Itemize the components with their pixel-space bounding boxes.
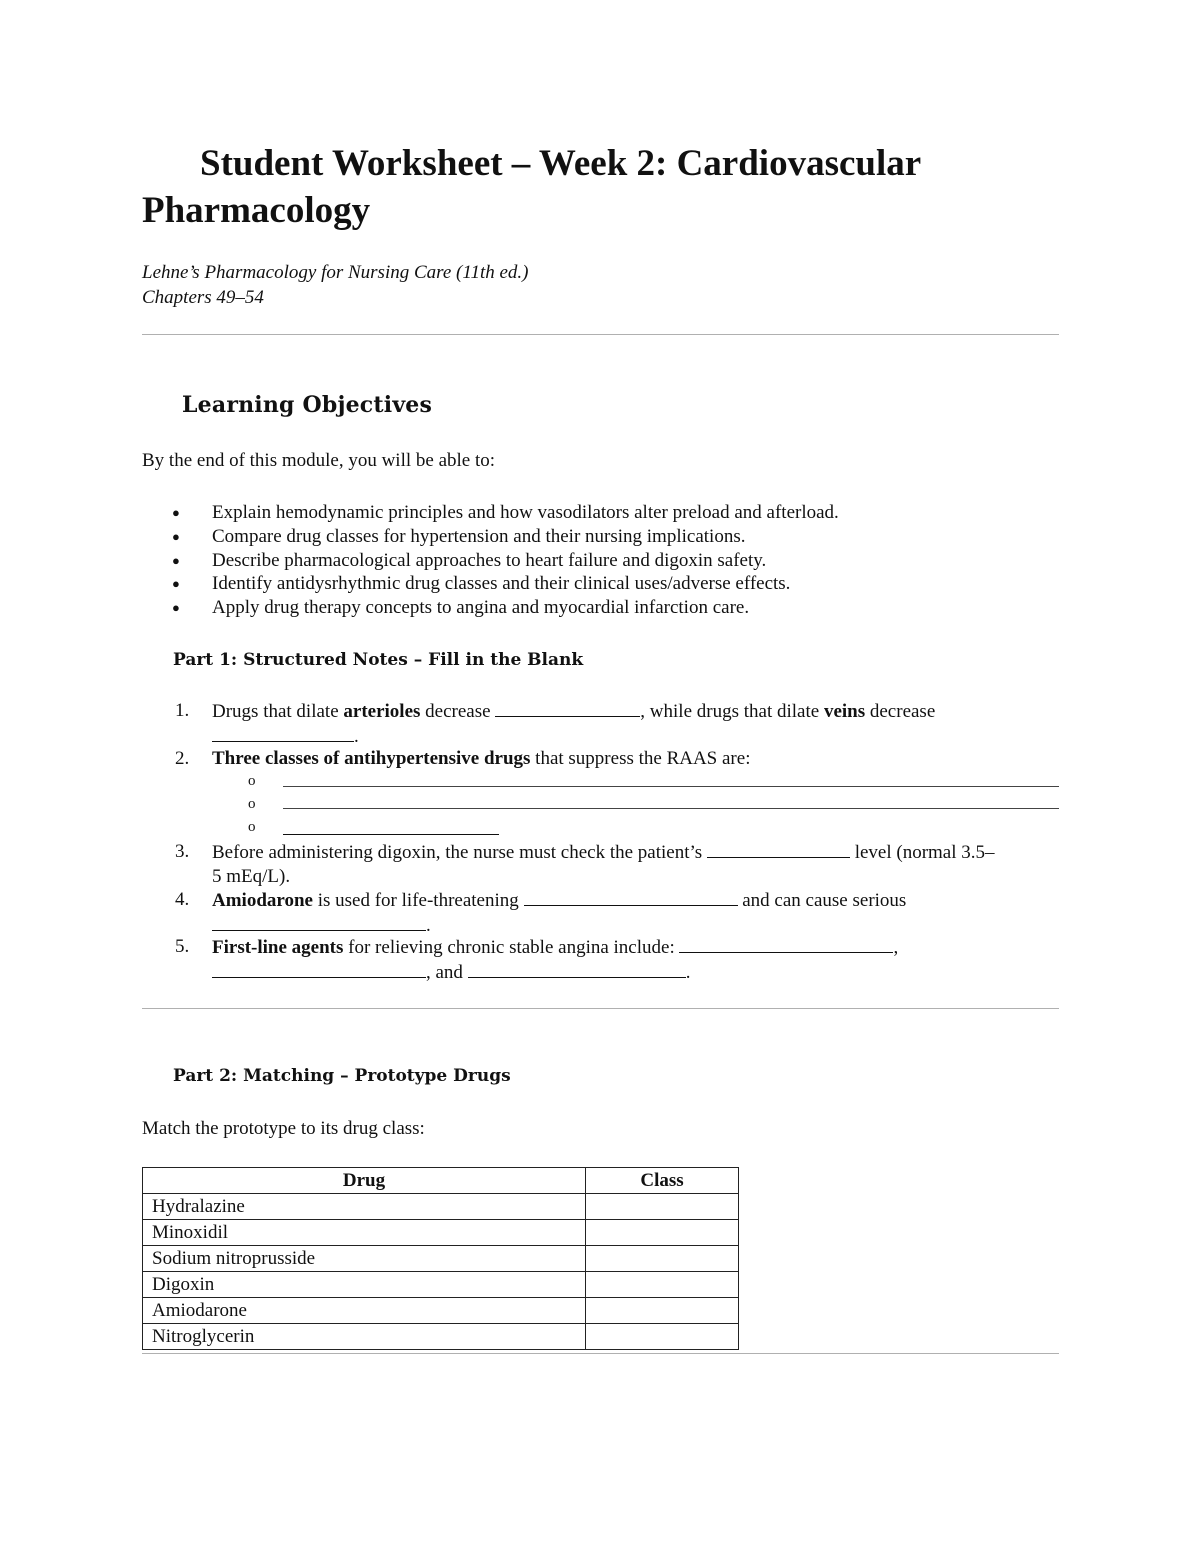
page-title: Student Worksheet – Week 2: Cardiovascular Pharmacology: [142, 143, 921, 231]
drug-cell: Digoxin: [143, 1272, 586, 1298]
part1-heading: Part 1: Structured Notes – Fill in the Blank: [173, 650, 584, 670]
drug-cell: Amiodarone: [143, 1298, 586, 1324]
question-1: 1. Drugs that dilate arterioles decrease , while drugs that dilate veins decrease .: [175, 700, 936, 747]
horizontal-divider: [142, 1353, 1059, 1354]
list-item: ● Explain hemodynamic principles and how vasodilators alter preload and afterload.: [172, 501, 1052, 525]
source-citation: [142, 260, 529, 310]
chapter-range: Chapters 49–54: [142, 287, 264, 308]
table-header-row: [143, 1168, 739, 1194]
class-answer-cell[interactable]: [586, 1220, 739, 1246]
table-row: [143, 1194, 739, 1220]
part2-intro: Match the prototype to its drug class:: [142, 1118, 425, 1139]
drug-cell: Nitroglycerin: [143, 1324, 586, 1350]
list-item: ● Compare drug classes for hypertension and their nursing implications.: [172, 525, 1052, 549]
textbook-reference: Lehne’s Pharmacology for Nursing Care (11th ed.): [142, 262, 529, 283]
table-row: [143, 1220, 739, 1246]
answer-blank[interactable]: [524, 888, 738, 906]
list-item: ● Apply drug therapy concepts to angina and myocardial infarction care.: [172, 596, 1052, 620]
question-number: 4.: [175, 889, 190, 910]
list-item: ● Identify antidysrhythmic drug classes and their clinical uses/adverse effects.: [172, 572, 1052, 596]
part2-heading: Part 2: Matching – Prototype Drugs: [173, 1066, 511, 1086]
table-row: [143, 1298, 739, 1324]
drug-cell: Minoxidil: [143, 1220, 586, 1246]
class-answer-cell[interactable]: [586, 1272, 739, 1298]
objectives-list: [172, 501, 1052, 620]
answer-blank[interactable]: [707, 840, 850, 858]
class-answer-cell[interactable]: [586, 1324, 739, 1350]
question-number: 2.: [175, 748, 190, 769]
question-number: 1.: [175, 700, 190, 721]
answer-blank[interactable]: [468, 960, 686, 978]
objectives-heading: Learning Objectives: [182, 392, 433, 418]
question-3: 3. Before administering digoxin, the nurse must check the patient’s level (normal 3.5– 5 mEq/L).: [175, 841, 995, 887]
answer-line[interactable]: [283, 808, 1059, 809]
table-row: [143, 1324, 739, 1350]
answer-blank[interactable]: [495, 699, 640, 717]
question-5: 5. First-line agents for relieving chronic stable angina include: , , and .: [175, 936, 899, 983]
horizontal-divider: [142, 334, 1059, 335]
sub-bullet: o: [248, 773, 256, 789]
column-header: Drug: [143, 1168, 586, 1194]
answer-blank[interactable]: [212, 960, 426, 978]
table-row: [143, 1246, 739, 1272]
table-row: [143, 1272, 739, 1298]
answer-blank[interactable]: [212, 913, 426, 931]
sub-bullet: o: [248, 819, 256, 835]
answer-blank[interactable]: [212, 724, 354, 742]
sub-bullet: o: [248, 796, 256, 812]
class-answer-cell[interactable]: [586, 1298, 739, 1324]
drug-cell: Sodium nitroprusside: [143, 1246, 586, 1272]
list-item: ● Describe pharmacological approaches to heart failure and digoxin safety.: [172, 549, 1052, 573]
objectives-intro: By the end of this module, you will be able to:: [142, 450, 496, 471]
matching-table: [142, 1167, 739, 1350]
column-header: Class: [586, 1168, 739, 1194]
drug-cell: Hydralazine: [143, 1194, 586, 1220]
answer-line[interactable]: [283, 786, 1059, 787]
answer-line[interactable]: [283, 834, 499, 835]
question-4: 4. Amiodarone is used for life-threatening and can cause serious .: [175, 889, 907, 936]
answer-blank[interactable]: [679, 935, 893, 953]
class-answer-cell[interactable]: [586, 1194, 739, 1220]
class-answer-cell[interactable]: [586, 1246, 739, 1272]
horizontal-divider: [142, 1008, 1059, 1009]
question-2: 2. Three classes of antihypertensive drugs that suppress the RAAS are:: [175, 748, 751, 769]
question-number: 3.: [175, 841, 190, 862]
question-number: 5.: [175, 936, 190, 957]
